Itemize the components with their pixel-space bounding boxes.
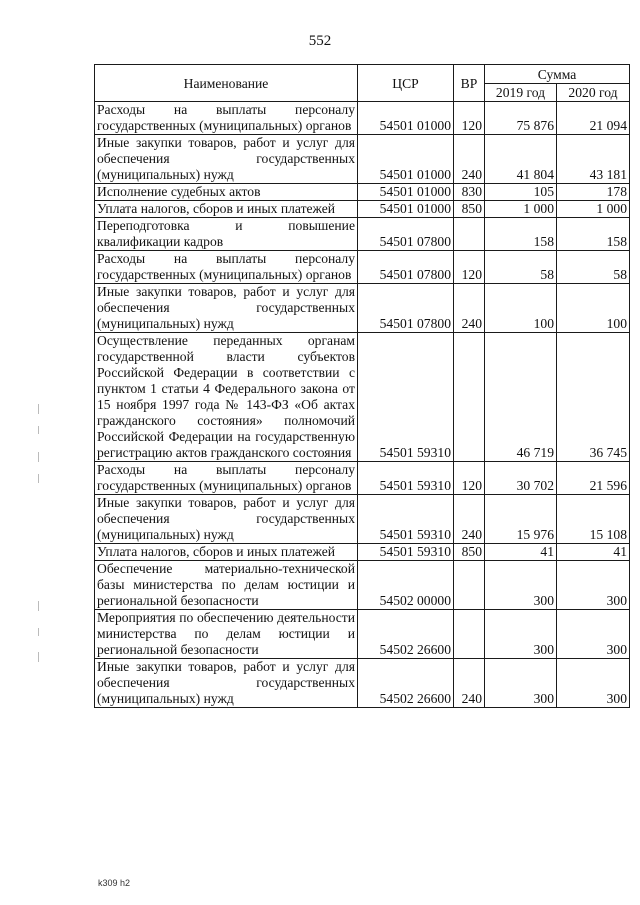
row-vr: 850 <box>454 201 485 218</box>
row-csr: 54501 07800 <box>358 251 454 284</box>
row-amount-2020: 178 <box>557 184 630 201</box>
table-body <box>95 102 630 708</box>
row-name: Иные закупки товаров, работ и услуг для обеспечения государственных (муниципальных) нужд <box>95 659 358 708</box>
row-amount-2019: 46 719 <box>485 333 557 462</box>
budget-table <box>94 64 630 708</box>
row-vr: 240 <box>454 284 485 333</box>
header-year-2020: 2020 год <box>557 84 630 102</box>
row-vr: 240 <box>454 135 485 184</box>
table-row <box>95 495 630 544</box>
row-amount-2019: 15 976 <box>485 495 557 544</box>
header-name: Наименование <box>95 65 358 102</box>
row-vr: 830 <box>454 184 485 201</box>
row-amount-2019: 75 876 <box>485 102 557 135</box>
header-year-2019: 2019 год <box>485 84 557 102</box>
row-amount-2020: 21 094 <box>557 102 630 135</box>
row-csr: 54501 01000 <box>358 201 454 218</box>
row-csr: 54501 59310 <box>358 495 454 544</box>
row-amount-2019: 100 <box>485 284 557 333</box>
row-amount-2019: 41 <box>485 544 557 561</box>
table-row <box>95 102 630 135</box>
row-vr: 240 <box>454 495 485 544</box>
row-vr <box>454 561 485 610</box>
scan-margin-marks <box>38 0 50 905</box>
table-row <box>95 251 630 284</box>
table-row <box>95 659 630 708</box>
table-row <box>95 610 630 659</box>
footer-code: k309 h2 <box>98 878 131 888</box>
row-name: Переподготовка и повышение квалификации кадров <box>95 218 358 251</box>
table-row <box>95 462 630 495</box>
table-row <box>95 201 630 218</box>
row-csr: 54501 59310 <box>358 544 454 561</box>
row-vr: 120 <box>454 462 485 495</box>
row-vr <box>454 333 485 462</box>
row-name: Уплата налогов, сборов и иных платежей <box>95 201 358 218</box>
row-csr: 54501 07800 <box>358 218 454 251</box>
row-amount-2019: 1 000 <box>485 201 557 218</box>
row-amount-2020: 21 596 <box>557 462 630 495</box>
row-amount-2020: 300 <box>557 561 630 610</box>
row-amount-2020: 158 <box>557 218 630 251</box>
row-vr: 240 <box>454 659 485 708</box>
row-vr: 120 <box>454 102 485 135</box>
row-csr: 54502 26600 <box>358 610 454 659</box>
row-vr: 850 <box>454 544 485 561</box>
header-vr: ВР <box>454 65 485 102</box>
row-name: Иные закупки товаров, работ и услуг для обеспечения государственных (муниципальных) нужд <box>95 495 358 544</box>
row-amount-2020: 100 <box>557 284 630 333</box>
row-csr: 54502 26600 <box>358 659 454 708</box>
row-name: Расходы на выплаты персоналу государственных (муниципальных) органов <box>95 462 358 495</box>
table-row <box>95 544 630 561</box>
row-amount-2019: 300 <box>485 561 557 610</box>
row-csr: 54501 07800 <box>358 284 454 333</box>
header-csr: ЦСР <box>358 65 454 102</box>
row-amount-2019: 58 <box>485 251 557 284</box>
table-row <box>95 333 630 462</box>
row-name: Обеспечение материально-технической базы министерства по делам юстиции и региональной безопасности <box>95 561 358 610</box>
row-csr: 54501 59310 <box>358 462 454 495</box>
row-amount-2020: 300 <box>557 610 630 659</box>
table-row <box>95 135 630 184</box>
row-amount-2020: 1 000 <box>557 201 630 218</box>
row-name: Иные закупки товаров, работ и услуг для обеспечения государственных (муниципальных) нужд <box>95 135 358 184</box>
row-name: Уплата налогов, сборов и иных платежей <box>95 544 358 561</box>
row-amount-2020: 41 <box>557 544 630 561</box>
row-csr: 54501 01000 <box>358 135 454 184</box>
row-amount-2019: 300 <box>485 610 557 659</box>
row-name: Осуществление переданных органам государственной власти субъектов Российской Федерации в соответствии с пунктом 1 статьи 4 Федерального закона от 15 ноября 1997 года № 143-ФЗ «Об актах гражданского состояния» полномочий Российской Федерации на государственную регистрацию актов гражданского состояния <box>95 333 358 462</box>
row-csr: 54502 00000 <box>358 561 454 610</box>
row-amount-2019: 105 <box>485 184 557 201</box>
row-amount-2019: 30 702 <box>485 462 557 495</box>
row-csr: 54501 01000 <box>358 102 454 135</box>
row-name: Расходы на выплаты персоналу государственных (муниципальных) органов <box>95 102 358 135</box>
row-name: Исполнение судебных актов <box>95 184 358 201</box>
row-amount-2020: 15 108 <box>557 495 630 544</box>
row-csr: 54501 01000 <box>358 184 454 201</box>
table-row <box>95 184 630 201</box>
row-amount-2019: 158 <box>485 218 557 251</box>
row-vr <box>454 218 485 251</box>
row-amount-2020: 43 181 <box>557 135 630 184</box>
row-name: Иные закупки товаров, работ и услуг для обеспечения государственных (муниципальных) нужд <box>95 284 358 333</box>
table-row <box>95 218 630 251</box>
row-name: Расходы на выплаты персоналу государственных (муниципальных) органов <box>95 251 358 284</box>
row-csr: 54501 59310 <box>358 333 454 462</box>
row-amount-2019: 41 804 <box>485 135 557 184</box>
table-row <box>95 561 630 610</box>
row-name: Мероприятия по обеспечению деятельности министерства по делам юстиции и региональной безопасности <box>95 610 358 659</box>
header-sum: Сумма <box>485 65 630 84</box>
row-amount-2020: 58 <box>557 251 630 284</box>
row-vr: 120 <box>454 251 485 284</box>
row-amount-2020: 300 <box>557 659 630 708</box>
page-number: 552 <box>308 33 332 49</box>
table-row <box>95 284 630 333</box>
row-amount-2019: 300 <box>485 659 557 708</box>
row-amount-2020: 36 745 <box>557 333 630 462</box>
row-vr <box>454 610 485 659</box>
